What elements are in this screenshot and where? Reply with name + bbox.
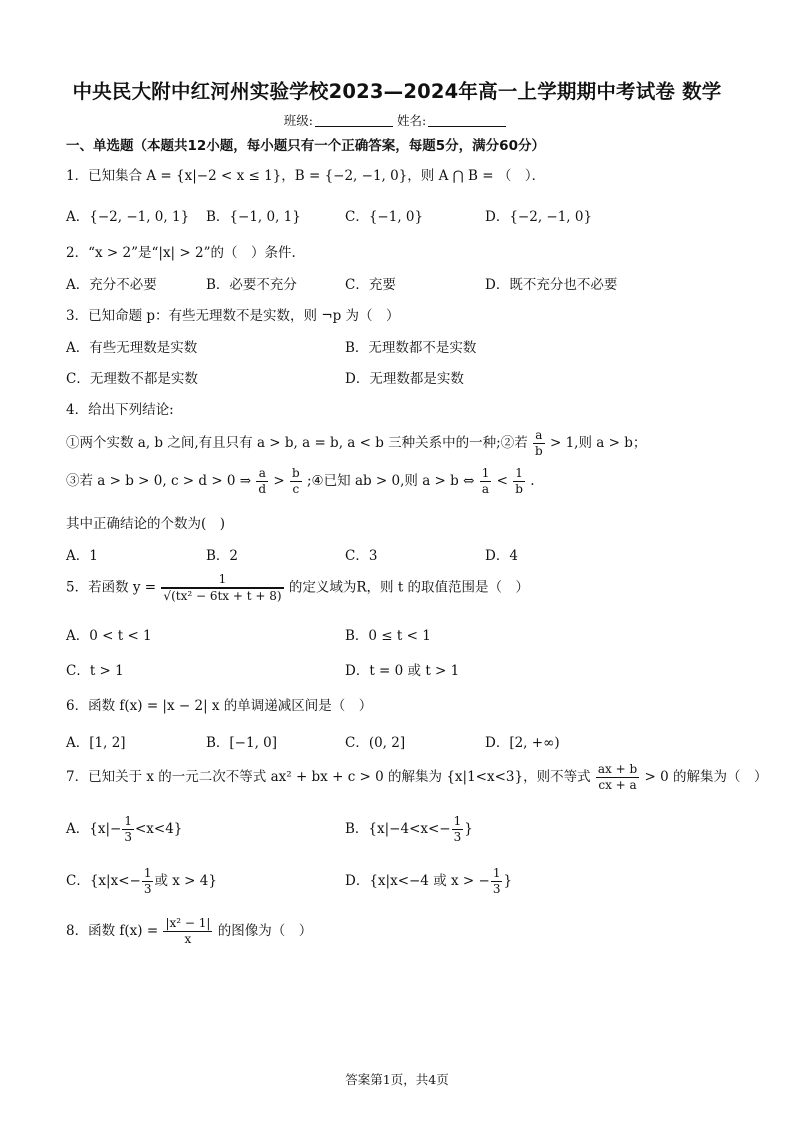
q2-stem: 2．“x > 2”是“|x| > 2”的（ ）条件.	[66, 245, 296, 261]
q4-c3-gt: >	[273, 473, 285, 489]
q7-option-c	[66, 866, 217, 897]
q7-b-frac-num: 1	[453, 814, 462, 828]
q8-stem	[66, 916, 312, 947]
q4-c3-frac1	[256, 466, 268, 497]
q2-option-d: D．既不充分也不必要	[485, 277, 618, 293]
q7-stem	[66, 762, 767, 793]
q5-stem	[66, 572, 529, 604]
q5-frac-den: √(tx² − 6tx + t + 8)	[163, 589, 282, 603]
q4-c1-text: ①两个实数 a, b 之间,有且只有 a > b, a = b, a < b 三种关系中的一种;②若	[66, 435, 528, 451]
q7-option-c-tail: 或 x > 4}	[154, 873, 217, 889]
q2-option-b: B．必要不充分	[206, 277, 297, 293]
q7-a-frac-num: 1	[124, 814, 132, 828]
q8-frac-den: x	[184, 932, 192, 946]
q2-option-c: C．充要	[345, 277, 396, 293]
q5-fraction	[161, 572, 283, 604]
q7-a-frac-den: 3	[124, 830, 132, 844]
q1-option-b: B．{−1, 0, 1}	[206, 209, 301, 225]
q7-c-frac-den: 3	[143, 882, 152, 896]
q7-option-c-frac	[142, 866, 154, 897]
q6-option-d: D．[2, +∞)	[485, 735, 560, 751]
q7-option-b	[345, 814, 473, 845]
q4-c3-frac2-num: b	[292, 466, 300, 480]
name-label: 姓名:	[397, 113, 427, 128]
class-label: 班级:	[283, 113, 313, 128]
q4-c3-frac2-den: c	[292, 482, 300, 496]
q7-option-a-head: A．{x|−	[66, 821, 122, 837]
q4-c3-frac1-den: d	[258, 482, 267, 496]
q5-frac-num: 1	[161, 572, 283, 588]
q1-option-d: D．{−2, −1, 0}	[485, 209, 593, 225]
q2-option-a: A．充分不必要	[66, 277, 157, 293]
q4-conclusion-1-2	[66, 428, 646, 459]
page-footer: 答案第1页，共4页	[345, 1072, 449, 1087]
q7-d-frac-num: 1	[492, 866, 501, 880]
q3-option-b: B．无理数都不是实数	[345, 340, 477, 356]
q7-option-a-tail: <x<4}	[134, 821, 183, 837]
q3-option-c: C．无理数不都是实数	[66, 371, 198, 387]
q4-c2-den: b	[535, 444, 543, 458]
q3-option-d: D．无理数都是实数	[345, 371, 464, 387]
q7-frac-den: cx + a	[598, 778, 637, 792]
q7-option-a-frac	[122, 814, 134, 845]
q4-c4-lt: <	[496, 473, 508, 489]
q6-stem: 6．函数 f(x) = |x − 2| x 的单调递减区间是（ ）	[66, 698, 373, 714]
class-name-line	[0, 111, 794, 129]
q4-c4-frac1-num: 1	[481, 466, 490, 480]
q8-frac-num: |x² − 1|	[165, 916, 211, 930]
q7-option-d-tail: }	[503, 873, 513, 889]
q4-c4-end: .	[530, 473, 535, 489]
q7-d-frac-den: 3	[492, 882, 501, 896]
q4-c4-frac2	[513, 466, 525, 497]
q7-option-a	[66, 814, 182, 845]
q5-option-b: B．0 ≤ t < 1	[345, 628, 431, 644]
q4-c4-frac2-num: 1	[513, 466, 525, 482]
q7-option-d-frac	[491, 866, 503, 897]
q4-conclusion-3-4	[66, 466, 535, 497]
q7-option-b-tail: }	[464, 821, 473, 837]
q4-c4-frac1	[480, 466, 492, 497]
q7-option-c-head: C．{x|x<−	[66, 873, 141, 889]
q7-frac-num: ax + b	[597, 762, 638, 776]
q8-stem-tail: 的图像为（ ）	[217, 923, 313, 939]
q4-option-b: B．2	[206, 548, 239, 564]
q7-option-b-frac	[452, 814, 464, 845]
q5-option-d: D．t = 0 或 t > 1	[345, 663, 460, 679]
q4-c2-fraction	[533, 428, 545, 459]
q7-stem-head: 7．已知关于 x 的一元二次不等式 ax² + bx + c > 0 的解集为 {x|1<x<3}，则不等式	[66, 769, 591, 785]
q4-c2-num: a	[533, 428, 545, 444]
q7-b-frac-den: 3	[453, 830, 462, 844]
q7-option-d-head: D．{x|x<−4 或 x > −	[345, 873, 490, 889]
q8-fraction	[163, 916, 212, 947]
q4-c3-frac1-num: a	[256, 466, 268, 482]
q4-c4-frac2-den: b	[515, 482, 523, 496]
q5-stem-head: 5．若函数 y =	[66, 579, 157, 596]
q1-stem: 1．已知集合 A = {x|−2 < x ≤ 1}，B = {−2, −1, 0}，则 A ⋂ B = （ ）．	[66, 168, 546, 184]
q7-stem-tail: > 0 的解集为（ ）	[644, 769, 768, 785]
q5-stem-tail: 的定义域为R，则 t 的取值范围是（ ）	[288, 579, 530, 596]
class-blank	[315, 114, 393, 127]
q3-option-a: A．有些无理数是实数	[66, 340, 198, 356]
q6-option-c: C．(0, 2]	[345, 735, 406, 751]
q5-option-c: C．t > 1	[66, 663, 124, 679]
q7-fraction	[596, 762, 639, 793]
q7-option-b-head: B．{x|−4<x<−	[345, 821, 451, 837]
q4-option-c: C．3	[345, 548, 378, 564]
q7-c-frac-num: 1	[143, 866, 152, 880]
q4-c2-tail: > 1,则 a > b；	[549, 435, 647, 451]
exam-title: 中央民大附中红河州实验学校2023—2024年高一上学期期中考试卷 数学	[72, 80, 722, 103]
q3-stem: 3．已知命题 p：有些无理数不是实数，则 ¬p 为（ ）	[66, 308, 400, 324]
q4-c3-frac2	[290, 466, 302, 497]
q6-option-a: A．[1, 2]	[66, 735, 126, 751]
q4-option-d: D．4	[485, 548, 518, 564]
q4-question: 其中正确结论的个数为( )	[66, 516, 226, 532]
q5-option-a: A．0 < t < 1	[66, 628, 152, 644]
q4-stem: 4．给出下列结论:	[66, 402, 174, 418]
q4-c3-head: ③若 a > b > 0, c > d > 0 ⇒	[66, 473, 252, 489]
q4-c4-frac1-den: a	[481, 482, 490, 496]
q6-option-b: B．[−1, 0]	[206, 735, 278, 751]
q4-option-a: A．1	[66, 548, 98, 564]
q4-c4-head: ;④已知 ab > 0,则 a > b ⇔	[307, 473, 475, 489]
q1-option-c: C．{−1, 0}	[345, 209, 424, 225]
name-blank	[428, 114, 506, 127]
q8-stem-head: 8．函数 f(x) =	[66, 923, 159, 939]
q7-option-d	[345, 866, 512, 897]
q1-option-a: A．{−2, −1, 0, 1}	[66, 209, 190, 225]
section-heading: 一、单选题（本题共12小题，每小题只有一个正确答案，每题5分，满分60分）	[66, 138, 545, 154]
